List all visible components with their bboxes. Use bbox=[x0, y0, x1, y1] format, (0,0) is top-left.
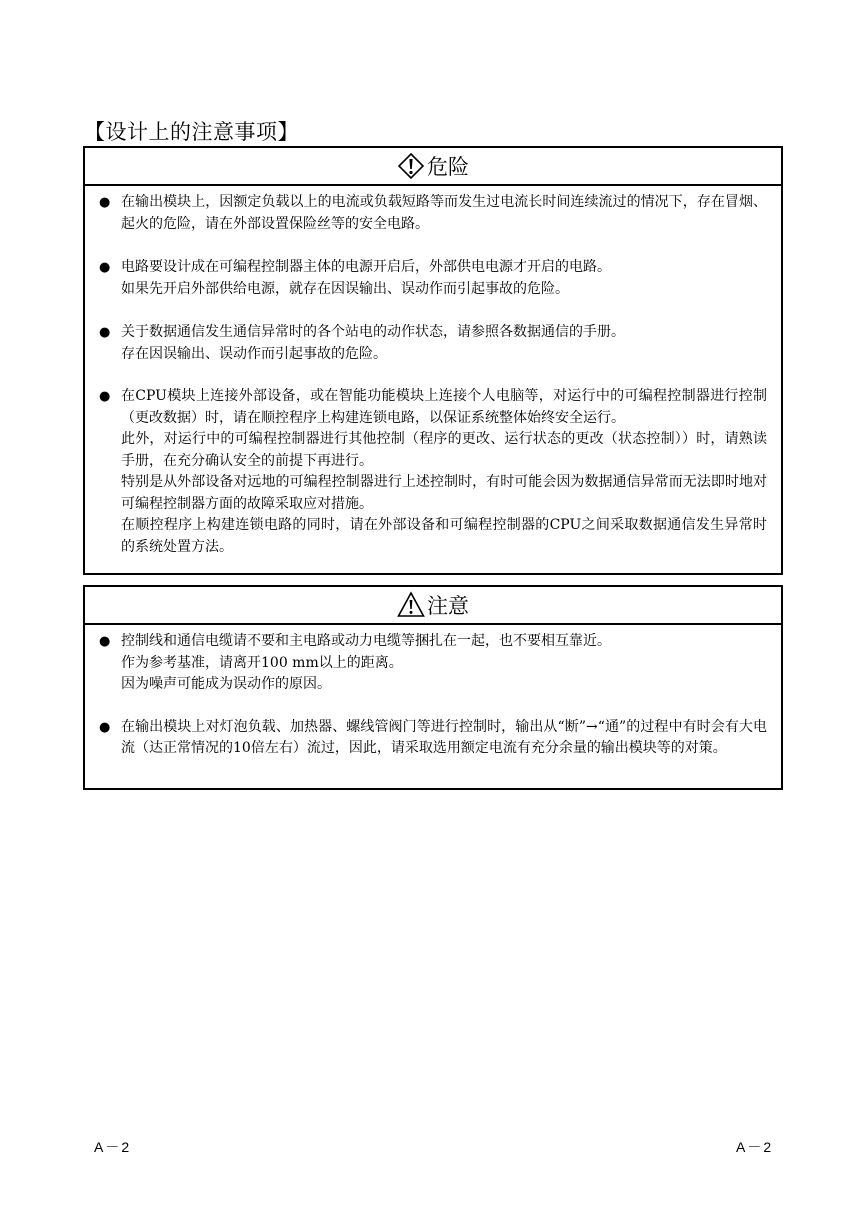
danger-box bbox=[83, 146, 783, 575]
item-text-line: 在顺控程序上构建连锁电路的同时，请在外部设备和可编程控制器的CPU之间采取数据通信发生异常时的系统处置方法。 bbox=[121, 517, 767, 555]
item-text-line: 在输出模块上，因额定负载以上的电流或负载短路等而发生过电流长时间连续流过的情况下，存在冒烟、起火的危险，请在外部设置保险丝等的安全电路。 bbox=[121, 194, 767, 232]
item-text-line: 关于数据通信发生通信异常时的各个站电的动作状态，请参照各数据通信的手册。 bbox=[121, 324, 625, 340]
item-text-line: 控制线和通信电缆请不要和主电路或动力电缆等捆扎在一起，也不要相互靠近。 bbox=[121, 633, 611, 649]
page-number-right: A－2 bbox=[736, 1139, 774, 1155]
item-text-line: 作为参考基准，请离开100 mm以上的距离。 bbox=[121, 654, 403, 671]
danger-item bbox=[99, 192, 767, 235]
caution-item bbox=[99, 631, 767, 696]
caution-body bbox=[85, 625, 781, 760]
caution-item bbox=[99, 717, 767, 760]
page-number-left: A－2 bbox=[94, 1139, 132, 1155]
danger-item bbox=[99, 257, 767, 300]
danger-header bbox=[85, 148, 781, 186]
item-text-line: 此外，对运行中的可编程控制器进行其他控制（程序的更改、运行状态的更改（状态控制））时，请熟读手册，在充分确认安全的前提下再进行。 bbox=[121, 431, 767, 469]
bullet: ● bbox=[99, 260, 111, 275]
warning-diamond-exclamation-icon bbox=[397, 152, 425, 180]
warning-triangle-exclamation-icon bbox=[397, 591, 425, 619]
danger-body bbox=[85, 186, 781, 558]
caution-header bbox=[85, 587, 781, 625]
bullet: ● bbox=[99, 195, 111, 210]
caution-box bbox=[83, 585, 783, 790]
bullet: ● bbox=[99, 325, 111, 340]
danger-item bbox=[99, 386, 767, 558]
bullet: ● bbox=[99, 634, 111, 649]
caution-title: 注意 bbox=[427, 594, 469, 618]
item-text-line: 如果先开启外部供给电源，就存在因误输出、误动作而引起事故的危险。 bbox=[121, 280, 569, 297]
bullet: ● bbox=[99, 719, 111, 735]
item-text-line: 因为噪声可能成为误动作的原因。 bbox=[121, 676, 331, 692]
danger-title: 危险 bbox=[427, 155, 469, 179]
item-text-line: 特别是从外部设备对远地的可编程控制器进行上述控制时，有时可能会因为数据通信异常而无法即时地对可编程控制器方面的故障采取应对措施。 bbox=[121, 474, 767, 512]
item-text-line: 存在因误输出、误动作而引起事故的危险。 bbox=[121, 345, 387, 362]
item-text-line: 电路要设计成在可编程控制器主体的电源开启后，外部供电电源才开启的电路。 bbox=[121, 259, 611, 275]
item-text-line: 在CPU模块上连接外部设备，或在智能功能模块上连接个人电脑等，对运行中的可编程控制器进行控制（更改数据）时，请在顺控程序上构建连锁电路，以保证系统整体始终安全运行。 bbox=[121, 388, 767, 426]
item-text-line: 在输出模块上对灯泡负载、加热器、螺线管阀门等进行控制时，输出从“断”→“通”的过程中有时会有大电流（达正常情况的10倍左右）流过，因此，请采取选用额定电流有充分余量的输出模块等的对策。 bbox=[121, 718, 767, 756]
section-title: 【设计上的注意事项】 bbox=[84, 120, 299, 144]
bullet: ● bbox=[99, 389, 111, 404]
danger-item bbox=[99, 322, 767, 365]
